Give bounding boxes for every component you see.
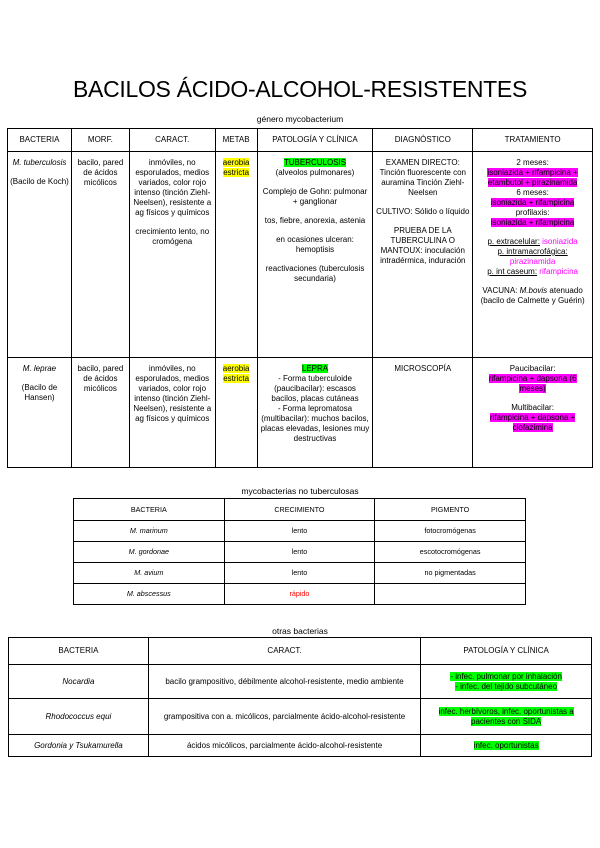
diag-text: MICROSCOPÍA bbox=[394, 364, 452, 373]
pat-text: - infec. del tejido subcutáneo bbox=[455, 681, 558, 691]
cell-pigmento: escotocromógenas bbox=[375, 542, 526, 563]
caract-text: inmóviles, no esporulados, medios variados, color rojo intenso (tinción Ziehl-Neelsen), resistente a ag físicos y químicos bbox=[133, 364, 212, 423]
pat-text: (alveolos pulmonares) bbox=[275, 168, 355, 177]
pat-text: infec. oportunistas bbox=[473, 740, 539, 750]
header-caract: CARACT. bbox=[129, 129, 215, 152]
cell-crecimiento: lento bbox=[224, 542, 375, 563]
caract-text-2: crecimiento lento, no cromógena bbox=[135, 227, 210, 246]
metab-text: aerobia estricta bbox=[222, 158, 250, 177]
diag-text: EXAMEN DIRECTO: Tinción fluorescente con auramina Tinción Ziehl-Neelsen bbox=[379, 158, 466, 197]
trat-drug: pirazinamida bbox=[509, 257, 556, 266]
pat-text: tos, fiebre, anorexia, astenia bbox=[264, 216, 366, 225]
header-metab: METAB bbox=[215, 129, 257, 152]
bacteria-alias: (Bacilo de Koch) bbox=[10, 177, 69, 186]
header-bacteria: BACTERIA bbox=[8, 129, 72, 152]
cell-pigmento: no pigmentadas bbox=[375, 563, 526, 584]
trat-drugs: rifampicina + dapsona (6 meses) bbox=[488, 374, 577, 393]
header-patologia: PATOLOGÍA Y CLÍNICA bbox=[421, 638, 592, 665]
pat-text: - infec. pulmonar por inhalación bbox=[450, 671, 562, 681]
cell-bacteria bbox=[8, 152, 72, 358]
cell-patologia bbox=[257, 358, 373, 468]
cell-bacteria: M. avium bbox=[74, 563, 225, 584]
cell-caract: grampositiva con a. micólicos, parcialmente ácido-alcohol-resistente bbox=[148, 699, 420, 735]
cell-pigmento bbox=[375, 584, 526, 605]
pat-text: - Forma tuberculoide (paucibacilar): escasos bacilos, placas cutáneas bbox=[271, 374, 359, 403]
cell-crecimiento: lento bbox=[224, 521, 375, 542]
vaccine-name: M.bovis bbox=[519, 286, 548, 295]
cell-diagnostico bbox=[373, 358, 473, 468]
trat-drug: rifampicina bbox=[539, 267, 578, 276]
header-patologia: PATOLOGÍA Y CLÍNICA bbox=[257, 129, 373, 152]
pat-text: reactivaciones (tuberculosis secundaria) bbox=[265, 264, 365, 283]
morf-text: bacilo, pared de ácidos micólicos bbox=[77, 158, 124, 187]
table-row bbox=[74, 521, 526, 542]
table-header-row bbox=[74, 499, 526, 521]
cell-diagnostico bbox=[373, 152, 473, 358]
cell-bacteria: M. abscessus bbox=[74, 584, 225, 605]
metab-text: aerobia estricta bbox=[222, 364, 250, 383]
table-row bbox=[9, 699, 592, 735]
pat-text: - Forma lepromatosa (multibacilar): muchos bacilos, placas elevadas, lesiones muy destructivas bbox=[260, 404, 370, 443]
pat-text: Complejo de Gohn: pulmonar + ganglionar bbox=[262, 187, 368, 206]
cell-tratamiento bbox=[473, 152, 593, 358]
cell-bacteria: M. gordonae bbox=[74, 542, 225, 563]
table-header-row bbox=[8, 129, 593, 152]
trat-heading: Paucibacilar: bbox=[509, 364, 556, 373]
trat-label: p. int caseum: bbox=[487, 267, 538, 276]
cell-bacteria: Rhodococcus equi bbox=[9, 699, 149, 735]
cell-pigmento: fotocromógenas bbox=[375, 521, 526, 542]
cell-caract bbox=[129, 152, 215, 358]
page-title: BACILOS ÁCIDO-ALCOHOL-RESISTENTES bbox=[72, 76, 528, 102]
table1-caption: género mycobacterium bbox=[256, 114, 344, 124]
cell-morf bbox=[71, 152, 129, 358]
morf-text: bacilo, pared de ácidos micólicos bbox=[77, 364, 124, 393]
bacteria-name: M. leprae bbox=[22, 364, 57, 373]
table-row bbox=[8, 358, 593, 468]
header-bacteria: BACTERIA bbox=[9, 638, 149, 665]
bacteria-alias: (Bacilo de Hansen) bbox=[21, 383, 58, 402]
vaccine-desc: atenuado (bacilo de Calmette y Guérin) bbox=[480, 286, 585, 305]
trat-heading: 6 meses: bbox=[516, 188, 549, 197]
disease-title: TUBERCULOSIS bbox=[283, 158, 347, 167]
caract-text: inmóviles, no esporulados, medios variados, color rojo intenso (tinción Ziehl-Neelsen), resistente a ag físicos y químicos bbox=[133, 158, 212, 217]
trat-heading: Multibacilar: bbox=[511, 403, 554, 412]
trat-drugs: isoniazida + rifampicina bbox=[490, 218, 575, 227]
table-row bbox=[74, 584, 526, 605]
diag-text: CULTIVO: Sólido o líquido bbox=[376, 207, 470, 216]
cell-patologia bbox=[421, 699, 592, 735]
table3-caption: otras bacterias bbox=[272, 626, 328, 636]
cell-patologia bbox=[257, 152, 373, 358]
trat-drugs: isoniazida + rifampicina bbox=[490, 198, 575, 207]
header-bacteria: BACTERIA bbox=[74, 499, 225, 521]
cell-bacteria bbox=[8, 358, 72, 468]
table-row bbox=[74, 542, 526, 563]
table-header-row bbox=[9, 638, 592, 665]
table2-caption: mycobacterias no tuberculosas bbox=[241, 486, 359, 496]
cell-bacteria: Nocardia bbox=[9, 665, 149, 699]
table-row bbox=[9, 665, 592, 699]
trat-label: p. intramacrofágica: bbox=[497, 247, 568, 256]
other-bacteria-table bbox=[8, 637, 592, 757]
non-tuberculous-table bbox=[73, 498, 526, 605]
cell-metab bbox=[215, 358, 257, 468]
cell-bacteria: Gordonia y Tsukamurella bbox=[9, 735, 149, 757]
header-tratamiento: TRATAMIENTO bbox=[473, 129, 593, 152]
header-crecimiento: CRECIMIENTO bbox=[224, 499, 375, 521]
header-caract: CARACT. bbox=[148, 638, 420, 665]
pat-text: infec. herbívoros, infec. oportunistas a pacientes con SIDA bbox=[438, 706, 574, 726]
diag-text: PRUEBA DE LA TUBERCULINA O MANTOUX: inoculación intradérmica, induración bbox=[380, 226, 466, 265]
cell-caract bbox=[129, 358, 215, 468]
header-pigmento: PIGMENTO bbox=[375, 499, 526, 521]
table-row bbox=[74, 563, 526, 584]
vaccine-label: VACUNA: bbox=[482, 286, 518, 295]
trat-heading: profilaxis: bbox=[515, 208, 550, 217]
cell-patologia bbox=[421, 665, 592, 699]
header-diagnostico: DIAGNÓSTICO bbox=[373, 129, 473, 152]
cell-tratamiento bbox=[473, 358, 593, 468]
trat-drugs: rifampicina + dapsona + clofazimina bbox=[489, 413, 576, 432]
table-row bbox=[9, 735, 592, 757]
cell-metab bbox=[215, 152, 257, 358]
trat-heading: 2 meses: bbox=[516, 158, 549, 167]
pat-text: en ocasiones ulceran: hemoptisis bbox=[276, 235, 354, 254]
trat-drug: isoniazida bbox=[542, 237, 578, 246]
cell-morf bbox=[71, 358, 129, 468]
trat-drugs: isoniazida + rifampicina + etambutol + pirazinamida bbox=[487, 168, 578, 187]
disease-title: LEPRA bbox=[301, 364, 329, 373]
header-morf: MORF. bbox=[71, 129, 129, 152]
cell-crecimiento: rápido bbox=[224, 584, 375, 605]
cell-caract: bacilo grampositivo, débilmente alcohol-resistente, medio ambiente bbox=[148, 665, 420, 699]
table-row bbox=[8, 152, 593, 358]
mycobacterium-table bbox=[7, 128, 593, 468]
bacteria-name: M. tuberculosis bbox=[12, 158, 67, 167]
cell-patologia bbox=[421, 735, 592, 757]
cell-caract: ácidos micólicos, parcialmente ácido-alcohol-resistente bbox=[148, 735, 420, 757]
cell-crecimiento: lento bbox=[224, 563, 375, 584]
cell-bacteria: M. marinum bbox=[74, 521, 225, 542]
trat-label: p. extracelular: bbox=[487, 237, 540, 246]
